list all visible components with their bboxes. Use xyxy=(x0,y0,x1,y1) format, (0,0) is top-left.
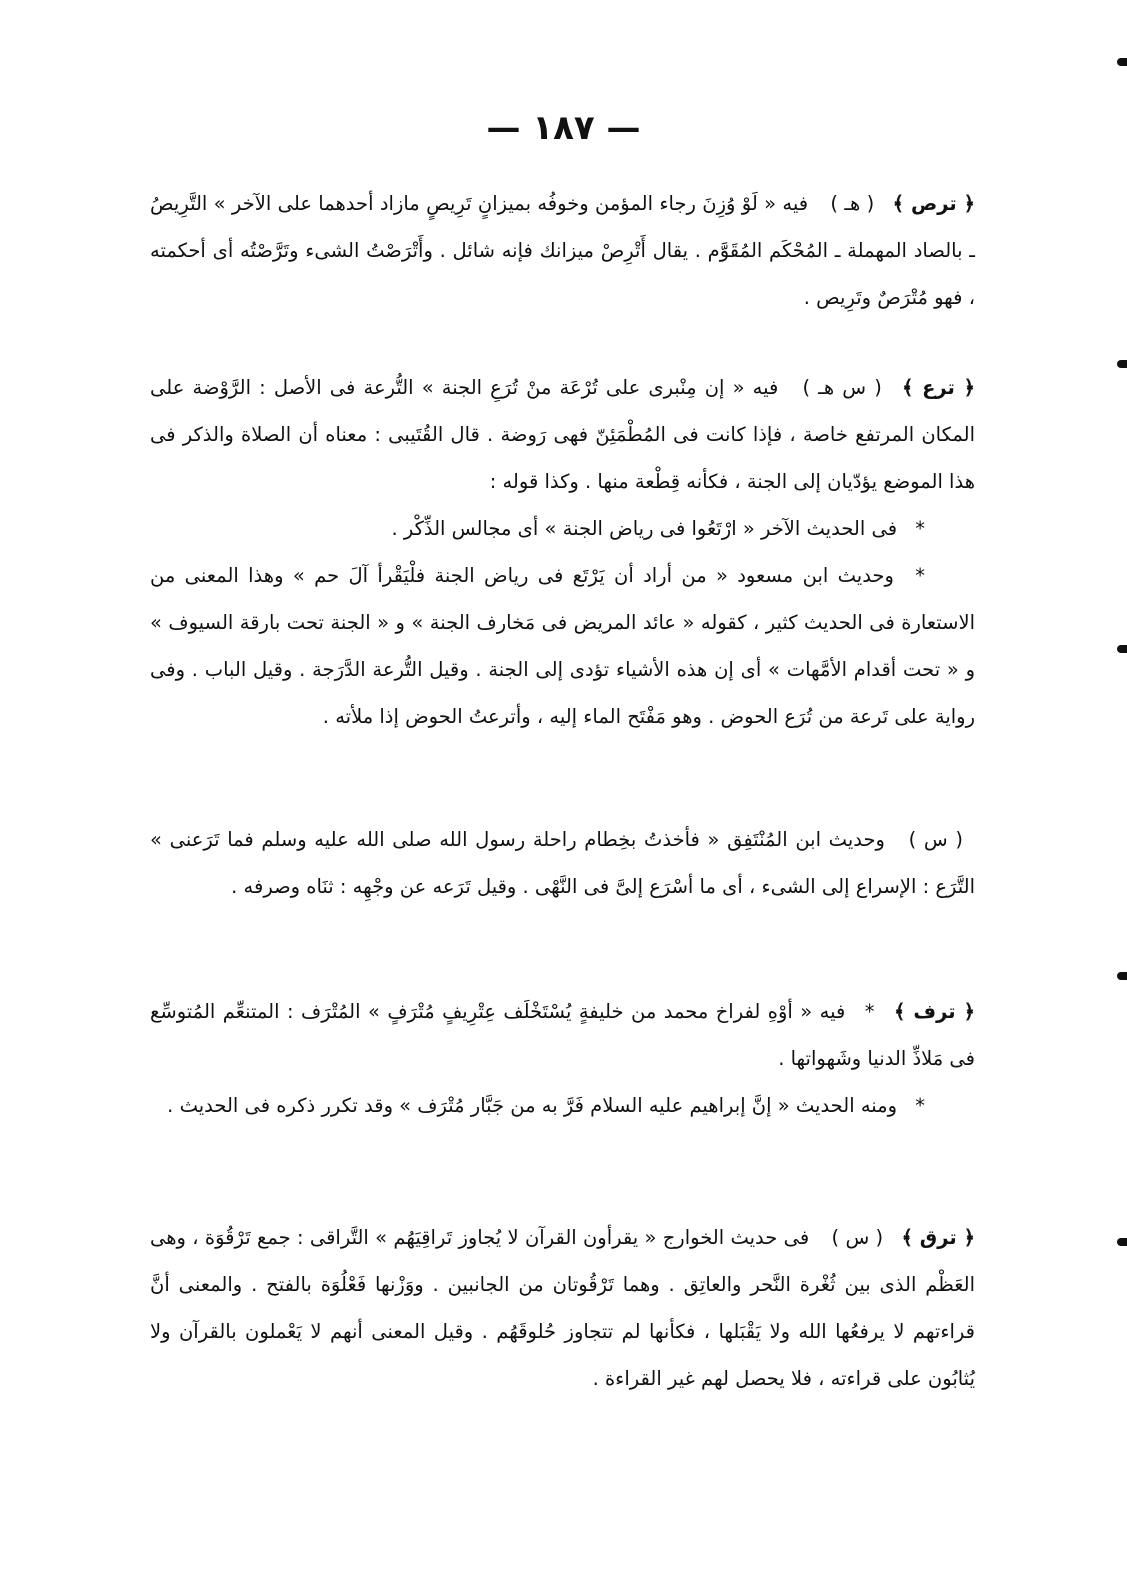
source-label: ( س ) xyxy=(831,1226,884,1249)
asterisk-marker: * xyxy=(915,564,925,587)
entry-text: فى حديث الخوارج « يقرأون القرآن لا يُجاوز تَراقِيَهُم » التَّراقى : جمع تَرْقُوَة ، وهى العَظْم الذى بين ثُغْرة النَّحر والعاتِق . وهما تَرْقُوتان من الجانبين . ووَزْنها فَعْلُوَة بالفتح . والمعنى أنَّ قراءتهم لا يرفعُها الله ولا يَقْبَلها ، فكأنها لم تتجاوز حُلوقَهُم . وقيل المعنى أنهم لا يَعْملون بالقرآن ولا يُثابُون على قراءته ، فلا يحصل لهم غير القراءة . xyxy=(150,1226,975,1390)
scan-edge-mark xyxy=(1117,58,1127,66)
entry-tars-body xyxy=(150,180,975,321)
entry-text: فيه « أوْهِ لفراخ محمد من خليفةٍ يُسْتَخْلَف عِتْرِيفٍ مُتْرَفٍ » المُتْرَف : المتنعِّم المُتوسِّع فى مَلاذِّ الدنيا وشَهواتها . xyxy=(150,1000,975,1070)
scan-edge-mark xyxy=(1117,360,1127,368)
sub-entry-text: وحديث ابن مسعود « من أراد أن يَرْتَع فى رياض الجنة فلْيَقْرأ آلَ حم » وهذا المعنى من الاستعارة فى الحديث كثير ، كقوله « عائد المريض فى مَخارف الجنة » و « الجنة تحت بارقة السيوف » و « تحت أقدام الأمَّهات » أى إن هذه الأشياء تؤدى إلى الجنة . وقيل التُّرعة الدَّرَجة . وقيل الباب . وفى رواية على تَرعة من تُرَع الحوض . وهو مَفْتَح الماء إليه ، وأترعتُ الحوض إذا ملأته . xyxy=(150,564,975,728)
sub-entry-text: ومنه الحديث « إنَّ إبراهيم عليه السلام فَرَّ به من جَبَّار مُتْرَف » وقد تكرر ذكره فى الحديث . xyxy=(167,1094,898,1117)
source-label: ( هـ ) xyxy=(830,192,875,215)
entry-taraf-body xyxy=(150,988,975,1082)
asterisk-marker: * xyxy=(915,517,925,540)
entry-tara-body xyxy=(150,364,975,505)
entry-term: ﴿ ترع ﴾ xyxy=(901,376,975,399)
sub-entry xyxy=(150,552,975,740)
entry-ibn-muntafiq xyxy=(150,816,975,910)
scan-edge-mark xyxy=(1117,645,1127,653)
entry-term: ﴿ ترف ﴾ xyxy=(893,1000,975,1023)
source-label: ( س ) xyxy=(908,828,963,851)
entry-term: ﴿ ترق ﴾ xyxy=(901,1226,975,1249)
entry-tars xyxy=(150,180,975,321)
asterisk-marker: * xyxy=(864,1000,875,1023)
entry-text: فيه « لَوْ وُزِنَ رجاء المؤمن وخوفُه بميزانٍ تَرِيصٍ مازاد أحدهما على الآخر » التَّرِيصُ ـ بالصاد المهملة ـ المُحْكَم المُقَوَّم . يقال أَتْرِصْ ميزانك فإنه شائل . وأَتْرَصْتُ الشىء وتَرَّصْتُه أى أحكمته ، فهو مُتْرَصٌ وتَرِيص . xyxy=(150,192,975,309)
entry-text: وحديث ابن المُنْتَفِق « فأخذتُ بخِطام راحلة رسول الله صلى الله عليه وسلم فما تَرَعنى » التَّرَع : الإسراع إلى الشىء ، أى ما أسْرَع إلىَّ فى النَّهْى . وقيل تَرَعه عن وجْهِه : ثنَاه وصرفه . xyxy=(150,828,975,898)
entry-taraf xyxy=(150,988,975,1129)
entry-tarq xyxy=(150,1214,975,1402)
entry-ibn-muntafiq-body xyxy=(150,816,975,910)
sub-entry xyxy=(150,1082,975,1129)
page-number: — ١٨٧ — xyxy=(486,108,641,148)
entry-tarq-body xyxy=(150,1214,975,1402)
sub-entry-text: فى الحديث الآخر « ارْتَعُوا فى رياض الجنة » أى مجالس الذِّكْر . xyxy=(391,517,898,540)
scan-edge-mark xyxy=(1117,972,1127,980)
entry-tara xyxy=(150,364,975,740)
scan-edge-mark xyxy=(1117,1238,1127,1246)
source-label: ( س هـ ) xyxy=(802,376,882,399)
asterisk-marker: * xyxy=(915,1094,925,1117)
entry-text: فيه « إن مِنْبرى على تُرْعَة منْ تُرَعِ الجنة » التُّرعة فى الأصل : الرَّوْضة على المكان المرتفع خاصة ، فإذا كانت فى المُطْمَئِنّ فهى رَوضة . قال القُتَيبى : معناه أن الصلاة والذكر فى هذا الموضع يؤدّيان إلى الجنة ، فكأنه قِطْعة منها . وكذا قوله : xyxy=(150,376,975,493)
sub-entry xyxy=(150,505,975,552)
entry-term: ﴿ ترص ﴾ xyxy=(892,192,976,215)
